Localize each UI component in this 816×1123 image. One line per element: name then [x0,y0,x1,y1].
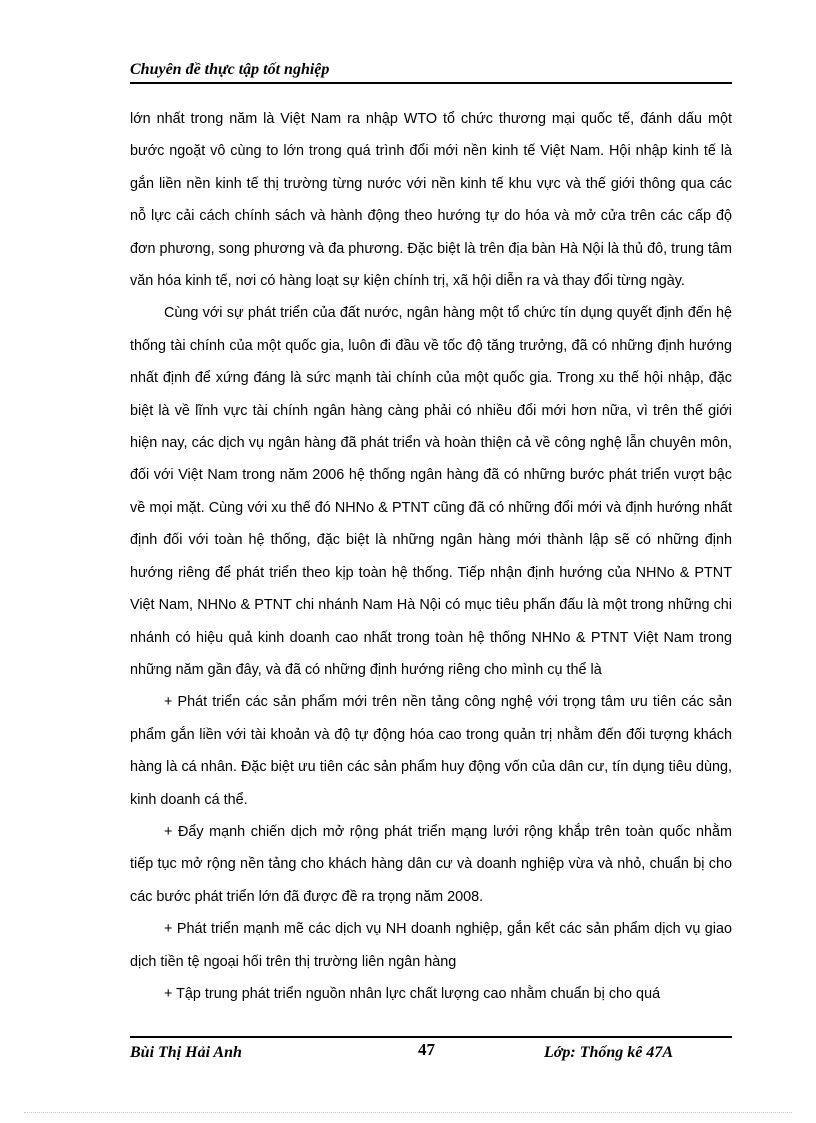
body-text [130,103,732,1010]
bullet-paragraph-1: + Phát triển các sản phẩm mới trên nền tảng công nghệ với trọng tâm ưu tiên các sản phẩm gắn liền với tài khoản và độ tự động hóa cao trong quản trị nhằm đến đối tượng khách hàng là cá nhân. Đặc biệt ưu tiên các sản phẩm huy động vốn của dân cư, tín dụng tiêu dùng, kinh doanh cá thể. [130,694,732,808]
page-bottom-divider [24,1112,792,1113]
paragraph-1: lớn nhất trong năm là Việt Nam ra nhập WTO tổ chức thương mại quốc tế, đánh dấu một bước ngoặt vô cùng to lớn trong quá trình đổi mới nền kinh tế Việt Nam. Hội nhập kinh tế là gắn liền nền kinh tế thị trường từng nước với nền kinh tế khu vực và thế giới thông qua các nỗ lực cải cách chính sách và hành động theo hướng tự do hóa và mở cửa trên các cấp độ đơn phương, song phương và đa phương. Đặc biệt là trên địa bàn Hà Nội là thủ đô, trung tâm văn hóa kinh tế, nơi có hàng loạt sự kiện chính trị, xã hội diễn ra và thay đổi từng ngày. [130,111,732,290]
page-number: 47 [418,1040,435,1059]
bullet-paragraph-3: + Phát triển mạnh mẽ các dịch vụ NH doanh nghiệp, gắn kết các sản phẩm dịch vụ giao dịch tiền tệ ngoại hối trên thị trường liên ngân hàng [130,921,732,970]
bullet-paragraph-4: + Tập trung phát triển nguồn nhân lực chất lượng cao nhằm chuẩn bị cho quá [164,985,661,1002]
page-footer [130,1036,732,1069]
page-header [130,60,732,84]
footer-class-label: Lớp: Thống kê 47A [544,1044,674,1061]
header-title: Chuyên đề thực tập tốt nghiệp [130,61,330,78]
footer-author: Bùi Thị Hải Anh [130,1044,242,1061]
paragraph-2: Cùng với sự phát triển của đất nước, ngân hàng một tổ chức tín dụng quyết định đến hệ thống tài chính của một quốc gia, luôn đi đầu về tốc độ tăng trưởng, đã có những định hướng nhất định để xứng đáng là sức mạnh tài chính của một quốc gia. Trong xu thế hội nhập, đặc biệt là về lĩnh vực tài chính ngân hàng càng phải có nhiều đổi mới hơn nữa, vì trên thế giới hiện nay, các dịch vụ ngân hàng đã phát triển và hoàn thiện cả về công nghệ lẫn chuyên môn, đối với Việt Nam trong năm 2006 hệ thống ngân hàng đã có những bước phát triển vượt bậc về mọi mặt. Cùng với xu thế đó NHNo & PTNT cũng đã có những đổi mới và định hướng nhất định đối với toàn hệ thống, đặc biệt là những ngân hàng mới thành lập sẽ có những định hướng riêng để phát triển theo kịp toàn hệ thống. Tiếp nhận định hướng của NHNo & PTNT Việt Nam, NHNo & PTNT chi nhánh Nam Hà Nội có mục tiêu phấn đấu là một trong những chi nhánh có hiệu quả kinh doanh cao nhất trong toàn hệ thống NHNo & PTNT Việt Nam trong những năm gần đây, và đã có những định hướng riêng cho mình cụ thể là [130,305,732,678]
bullet-paragraph-2: + Đẩy mạnh chiến dịch mở rộng phát triển mạng lưới rộng khắp trên toàn quốc nhằm tiếp tục mở rộng nền tảng cho khách hàng dân cư và doanh nghiệp vừa và nhỏ, chuẩn bị cho các bước phát triển lớn đã được đề ra trọng năm 2008. [130,823,732,905]
